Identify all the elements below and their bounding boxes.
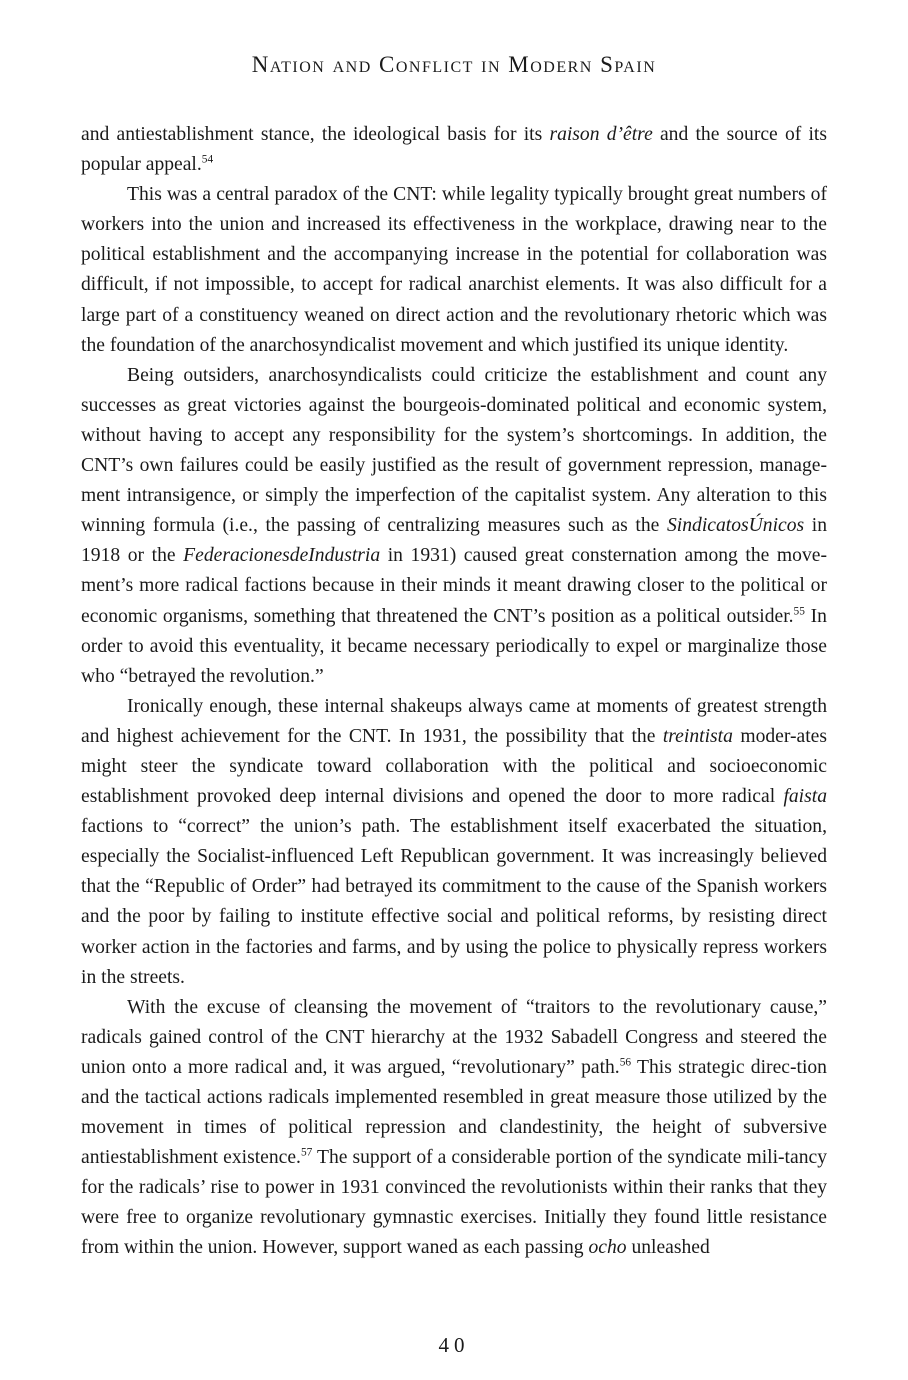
footnote-ref: 55 [793, 605, 805, 618]
text-run: moder-ates might steer the syndicate toward collaboration with the political and socioeconomic establishment provoked deep internal divisions and opened the door to more radical [81, 725, 827, 808]
footnote-ref: 57 [300, 1146, 313, 1159]
text-run: The support of a considerable portion of the syndicate mili-tancy for the radicals’ rise to power in 1931 convinced the revolutionists within their ranks that they were free to organize revolutionary gymnastic exercises. Initially they found little resistance from within the union. However, support waned as each passing [81, 1147, 827, 1259]
text-run: unleashed [626, 1237, 710, 1259]
text-run: in 1918 or the [81, 515, 827, 567]
page-number: 40 [438, 1333, 470, 1357]
paragraph-2 [81, 180, 827, 361]
text-run: Ironically enough, these internal shakeups always came at moments of greatest strength and highest achievement for the CNT. In 1931, the possibility that the [81, 695, 827, 747]
footnote-ref: 54 [201, 153, 214, 166]
paragraph-4 [81, 692, 827, 993]
italic-phrase: faista [783, 786, 827, 808]
italic-phrase: FederacionesdeIndustria [183, 545, 381, 567]
text-run: and antiestablishment stance, the ideological basis for its [81, 124, 550, 145]
text-run: factions to “correct” the union’s path. The establishment itself exacerbated the situation, especially the Socialist-influenced Left Republican government. It was increasingly believed that the “Republic of Order” had betrayed its commitment to the cause of the Spanish workers and the poor by failing to institute effective social and political reforms, by resisting direct worker action in the factories and farms, and by using the police to physically repress workers in the streets. [81, 816, 827, 988]
text-run: This strategic direc-tion and the tactical actions radicals implemented resembled in great measure those utilized by the movement in times of political repression and clandestinity, the height of subversive antiestablishment existence. [81, 1056, 827, 1169]
footnote-ref: 56 [619, 1056, 632, 1069]
body-text [81, 120, 827, 1264]
paragraph-1 [81, 120, 827, 180]
italic-phrase: treintista [662, 725, 733, 747]
text-run: This was a central paradox of the CNT: while legality typically brought great numbers of workers into the union and increased its effectiveness in the workplace, drawing near to the political establishment and the accompanying increase in the potential for collaboration was difficult, if not impossible, to accept for radical anarchist elements. It was also difficult for a large part of a constituency weaned on direct action and the revolutionary rhetoric which was the foundation of the anarchosyndicalist movement and which justified its unique identity. [81, 184, 827, 356]
italic-phrase: SindicatosÚnicos [666, 515, 805, 537]
italic-phrase: ocho [588, 1237, 627, 1259]
paragraph-3 [81, 361, 827, 692]
italic-phrase: raison d’être [549, 124, 653, 145]
text-run: In order to avoid this eventuality, it became necessary periodically to expel or marginalize those who “betrayed the revolution.” [81, 605, 827, 687]
paragraph-5 [81, 993, 827, 1264]
text-run: With the excuse of cleansing the movement of “traitors to the revolutionary cause,” radicals gained control of the CNT hierarchy at the 1932 Sabadell Congress and steered the union onto a more radical and, it was argued, “revolutionary” path. [81, 996, 827, 1078]
running-title: Nation and Conflict in Modern Spain [251, 52, 657, 77]
text-run: in 1931) caused great consternation among the move-ment’s more radical factions because in their minds it meant drawing closer to the political or economic organisms, something that threatened the CNT’s position as a political outsider. [81, 545, 827, 627]
text-run: Being outsiders, anarchosyndicalists could criticize the establishment and count any successes as great victories against the bourgeois-dominated political and economic system, without having to accept any responsibility for the system’s shortcomings. In addition, the CNT’s own failures could be easily justified as the result of government repression, manage-ment intransigence, or simply the imperfection of the capitalist system. Any alteration to this winning formula (i.e., the passing of centralizing measures such as the [81, 364, 827, 537]
text-run: and the source of its popular appeal. [81, 124, 827, 176]
